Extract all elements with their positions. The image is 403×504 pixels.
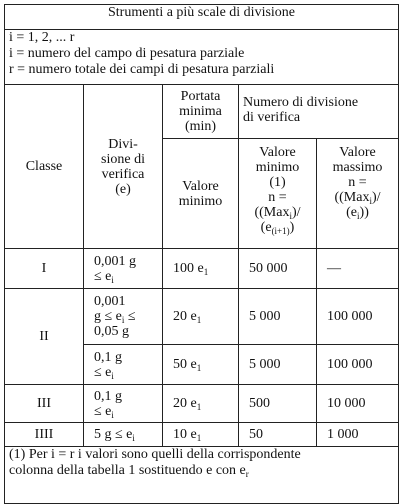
table-cell-valore-minimo: 5 000 [239,289,317,345]
definition-line: i = numero del campo di pesatura parziale [9,46,245,61]
table-row-classe: IIII [5,423,84,447]
table-row-classe: I [5,249,84,289]
table-title: Strumenti a più scale di divisione [5,5,399,30]
table-cell-divisione: 5 $g \le e_i$ [84,423,163,447]
header-line: Valore [182,178,219,194]
footnote [5,447,399,504]
table-cell-divisione: 0,1 g ≤ $e_i$ [84,385,163,423]
definition-line: i = 1, 2, ... r [9,30,75,45]
table-cell-valore-massimo: 100 000 [317,345,399,385]
header-line: n = [268,190,287,205]
table-cell-divisione: 0,001 g ≤ $e_i$ [84,249,163,289]
table-cell-portata: 50 $e_1$ [163,345,239,385]
scale-table [4,4,399,504]
table-cell-portata: 20 $e_1$ [163,289,239,345]
header-numero-line: di verifica [243,110,301,125]
header-line: Valore [259,145,296,160]
table-cell-valore-massimo: — [317,249,399,289]
table-cell-divisione: 0,001 $g \le e_i$ ≤ 0,05 g [84,289,163,345]
table-cell-portata: 100 $e_1$ [163,249,239,289]
header-portata [163,85,239,139]
header-divisione [84,85,163,249]
table-row-classe: II [5,289,84,385]
header-valore-minimo-portata [163,139,239,249]
header-divisione-line: Divi- [108,136,138,152]
table-cell-portata: 10 $e_1$ [163,423,239,447]
header-line: ((Max$_i$)/ [254,205,301,221]
header-line: $(e_{(i+1)})$ [260,220,295,236]
definitions-block [5,30,399,85]
header-line: massimo [332,160,383,175]
table-cell-valore-massimo: 10 000 [317,385,399,423]
table-row-classe: III [5,385,84,423]
footnote-line: (1) Per i = r i valori sono quelli della corrispondente [9,447,301,462]
header-line: (1) [269,175,286,190]
table-cell-valore-massimo: 100 000 [317,289,399,345]
table-cell-valore-minimo: 500 [239,385,317,423]
header-line: minimo [255,160,300,175]
header-line: ((Max$_i$)/ [334,190,381,206]
header-divisione-line: (e) [115,181,131,197]
header-line: $(e_i)$) [346,205,369,221]
table-cell-divisione: 0,1 g ≤ $e_i$ [84,345,163,385]
footnote-line: colonna della tabella 1 sostituendo e con $e_r$ [9,463,249,479]
header-valore-minimo-n [239,139,317,249]
table-cell-valore-minimo: 50 [239,423,317,447]
table-cell-valore-minimo: 5 000 [239,345,317,385]
definition-line: r = numero totale dei campi di pesatura parziali [9,62,275,77]
header-portata-line: Portata [180,89,221,104]
table-cell-valore-minimo: 50 000 [239,249,317,289]
table-cell-valore-massimo: 1 000 [317,423,399,447]
header-numero-line: Numero di divisione [243,95,359,110]
header-line: n = [348,175,367,190]
header-portata-line: minima [179,104,222,119]
header-divisione-line: sione di [101,151,145,167]
header-divisione-line: verifica [101,166,145,182]
table-cell-portata: 20 $e_1$ [163,385,239,423]
header-line: Valore [339,145,376,160]
header-line: minimo [178,193,223,209]
header-portata-line: (min) [184,119,217,134]
header-numero [239,85,399,139]
header-valore-massimo-n [317,139,399,249]
header-classe: Classe [5,85,84,249]
